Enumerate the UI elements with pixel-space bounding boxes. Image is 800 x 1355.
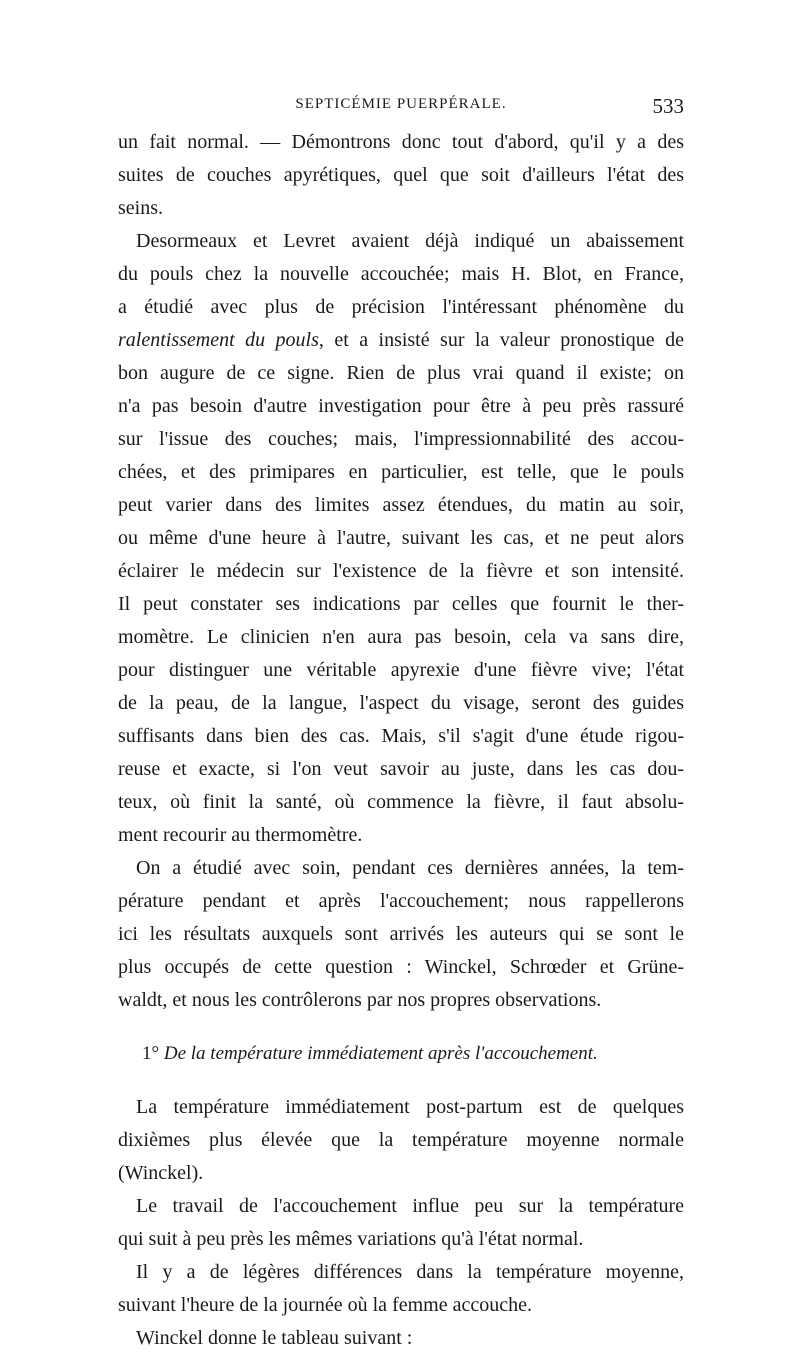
text-line: (Winckel). <box>118 1162 204 1184</box>
paragraph-travail <box>118 1190 684 1256</box>
text-line: plus occupés de cette question : Winckel, Schrœder et Grüne- <box>118 956 684 978</box>
text-line: seins. <box>118 197 163 219</box>
text-line: ment recourir au thermomètre. <box>118 824 363 846</box>
text-line: ici les résultats auxquels sont arrivés les auteurs qui se sont le <box>118 923 684 945</box>
text-line: Il peut constater ses indications par celles que fournit le ther- <box>118 593 684 615</box>
text-line: Winckel donne le tableau suivant : <box>136 1327 413 1349</box>
text-line: chées, et des primipares en particulier, est telle, que le pouls <box>118 461 684 483</box>
paragraph-differences <box>118 1256 684 1322</box>
paragraph-temperature <box>118 852 684 1017</box>
body-text <box>118 126 684 1355</box>
text-line: teux, où finit la santé, où commence la fièvre, il faut absolu- <box>118 791 684 813</box>
text-line: de la peau, de la langue, l'aspect du visage, seront des guides <box>118 692 684 714</box>
section-spacer <box>118 1017 684 1037</box>
text-line: waldt, et nous les contrôlerons par nos propres observations. <box>118 989 602 1011</box>
text-line: dixièmes plus élevée que la température moyenne normale <box>118 1129 684 1151</box>
paragraph-intro <box>118 126 684 225</box>
text-line: suffisants dans bien des cas. Mais, s'il s'agit d'une étude rigou- <box>118 725 684 747</box>
text-line: un fait normal. — Démontrons donc tout d'abord, qu'il y a des <box>118 131 684 153</box>
text-line: bon augure de ce signe. Rien de plus vrai quand il existe; on <box>118 362 684 384</box>
text-line: n'a pas besoin d'autre investigation pour être à peu près rassuré <box>118 395 684 417</box>
text-line: peut varier dans des limites assez étendues, du matin au soir, <box>118 494 684 516</box>
text-line: Le travail de l'accouchement influe peu sur la température <box>136 1195 684 1217</box>
text-line: On a étudié avec soin, pendant ces dernières années, la tem- <box>136 857 684 879</box>
text-line: momètre. Le clinicien n'en aura pas besoin, cela va sans dire, <box>118 626 684 648</box>
text-line: sur l'issue des couches; mais, l'impressionnabilité des accou- <box>118 428 684 450</box>
paragraph-post-partum <box>118 1091 684 1190</box>
emphasis-text: ralentissement du pouls <box>118 329 319 351</box>
text-line: qui suit à peu près les mêmes variations qu'à l'état normal. <box>118 1228 584 1250</box>
text-line: suites de couches apyrétiques, quel que soit d'ailleurs l'état des <box>118 164 684 186</box>
paragraph-pouls <box>118 225 684 852</box>
text-line: ou même d'une heure à l'autre, suivant les cas, et ne peut alors <box>118 527 684 549</box>
text-line: éclairer le médecin sur l'existence de la fièvre et son intensité. <box>118 560 684 582</box>
text-line: Il y a de légères différences dans la température moyenne, <box>136 1261 684 1283</box>
section-heading <box>118 1037 684 1071</box>
text-line: pérature pendant et après l'accouchement; nous rappellerons <box>118 890 684 912</box>
text-line: reuse et exacte, si l'on veut savoir au juste, dans les cas dou- <box>118 758 684 780</box>
text-line: La température immédiatement post-partum est de quelques <box>136 1096 684 1118</box>
page-number: 533 <box>652 94 684 118</box>
text-line: a étudié avec plus de précision l'intéressant phénomène du <box>118 296 684 318</box>
text-line: pour distinguer une véritable apyrexie d'une fièvre vive; l'état <box>118 659 684 681</box>
paragraph-tableau <box>118 1322 684 1355</box>
section-spacer <box>118 1071 684 1091</box>
text-fragment: , et a insisté sur la valeur pronostique de <box>318 329 684 351</box>
text-line-with-emphasis <box>118 324 684 357</box>
running-head <box>118 94 684 124</box>
text-line: du pouls chez la nouvelle accouchée; mais H. Blot, en France, <box>118 263 684 285</box>
section-title: De la température immédiatement après l'accouchement. <box>163 1043 598 1064</box>
running-head-title: SEPTICÉMIE PUERPÉRALE. <box>295 96 507 112</box>
text-line: suivant l'heure de la journée où la femme accouche. <box>118 1294 532 1316</box>
text-line: Desormeaux et Levret avaient déjà indiqué un abaissement <box>136 230 684 252</box>
section-number: 1° <box>142 1043 160 1064</box>
